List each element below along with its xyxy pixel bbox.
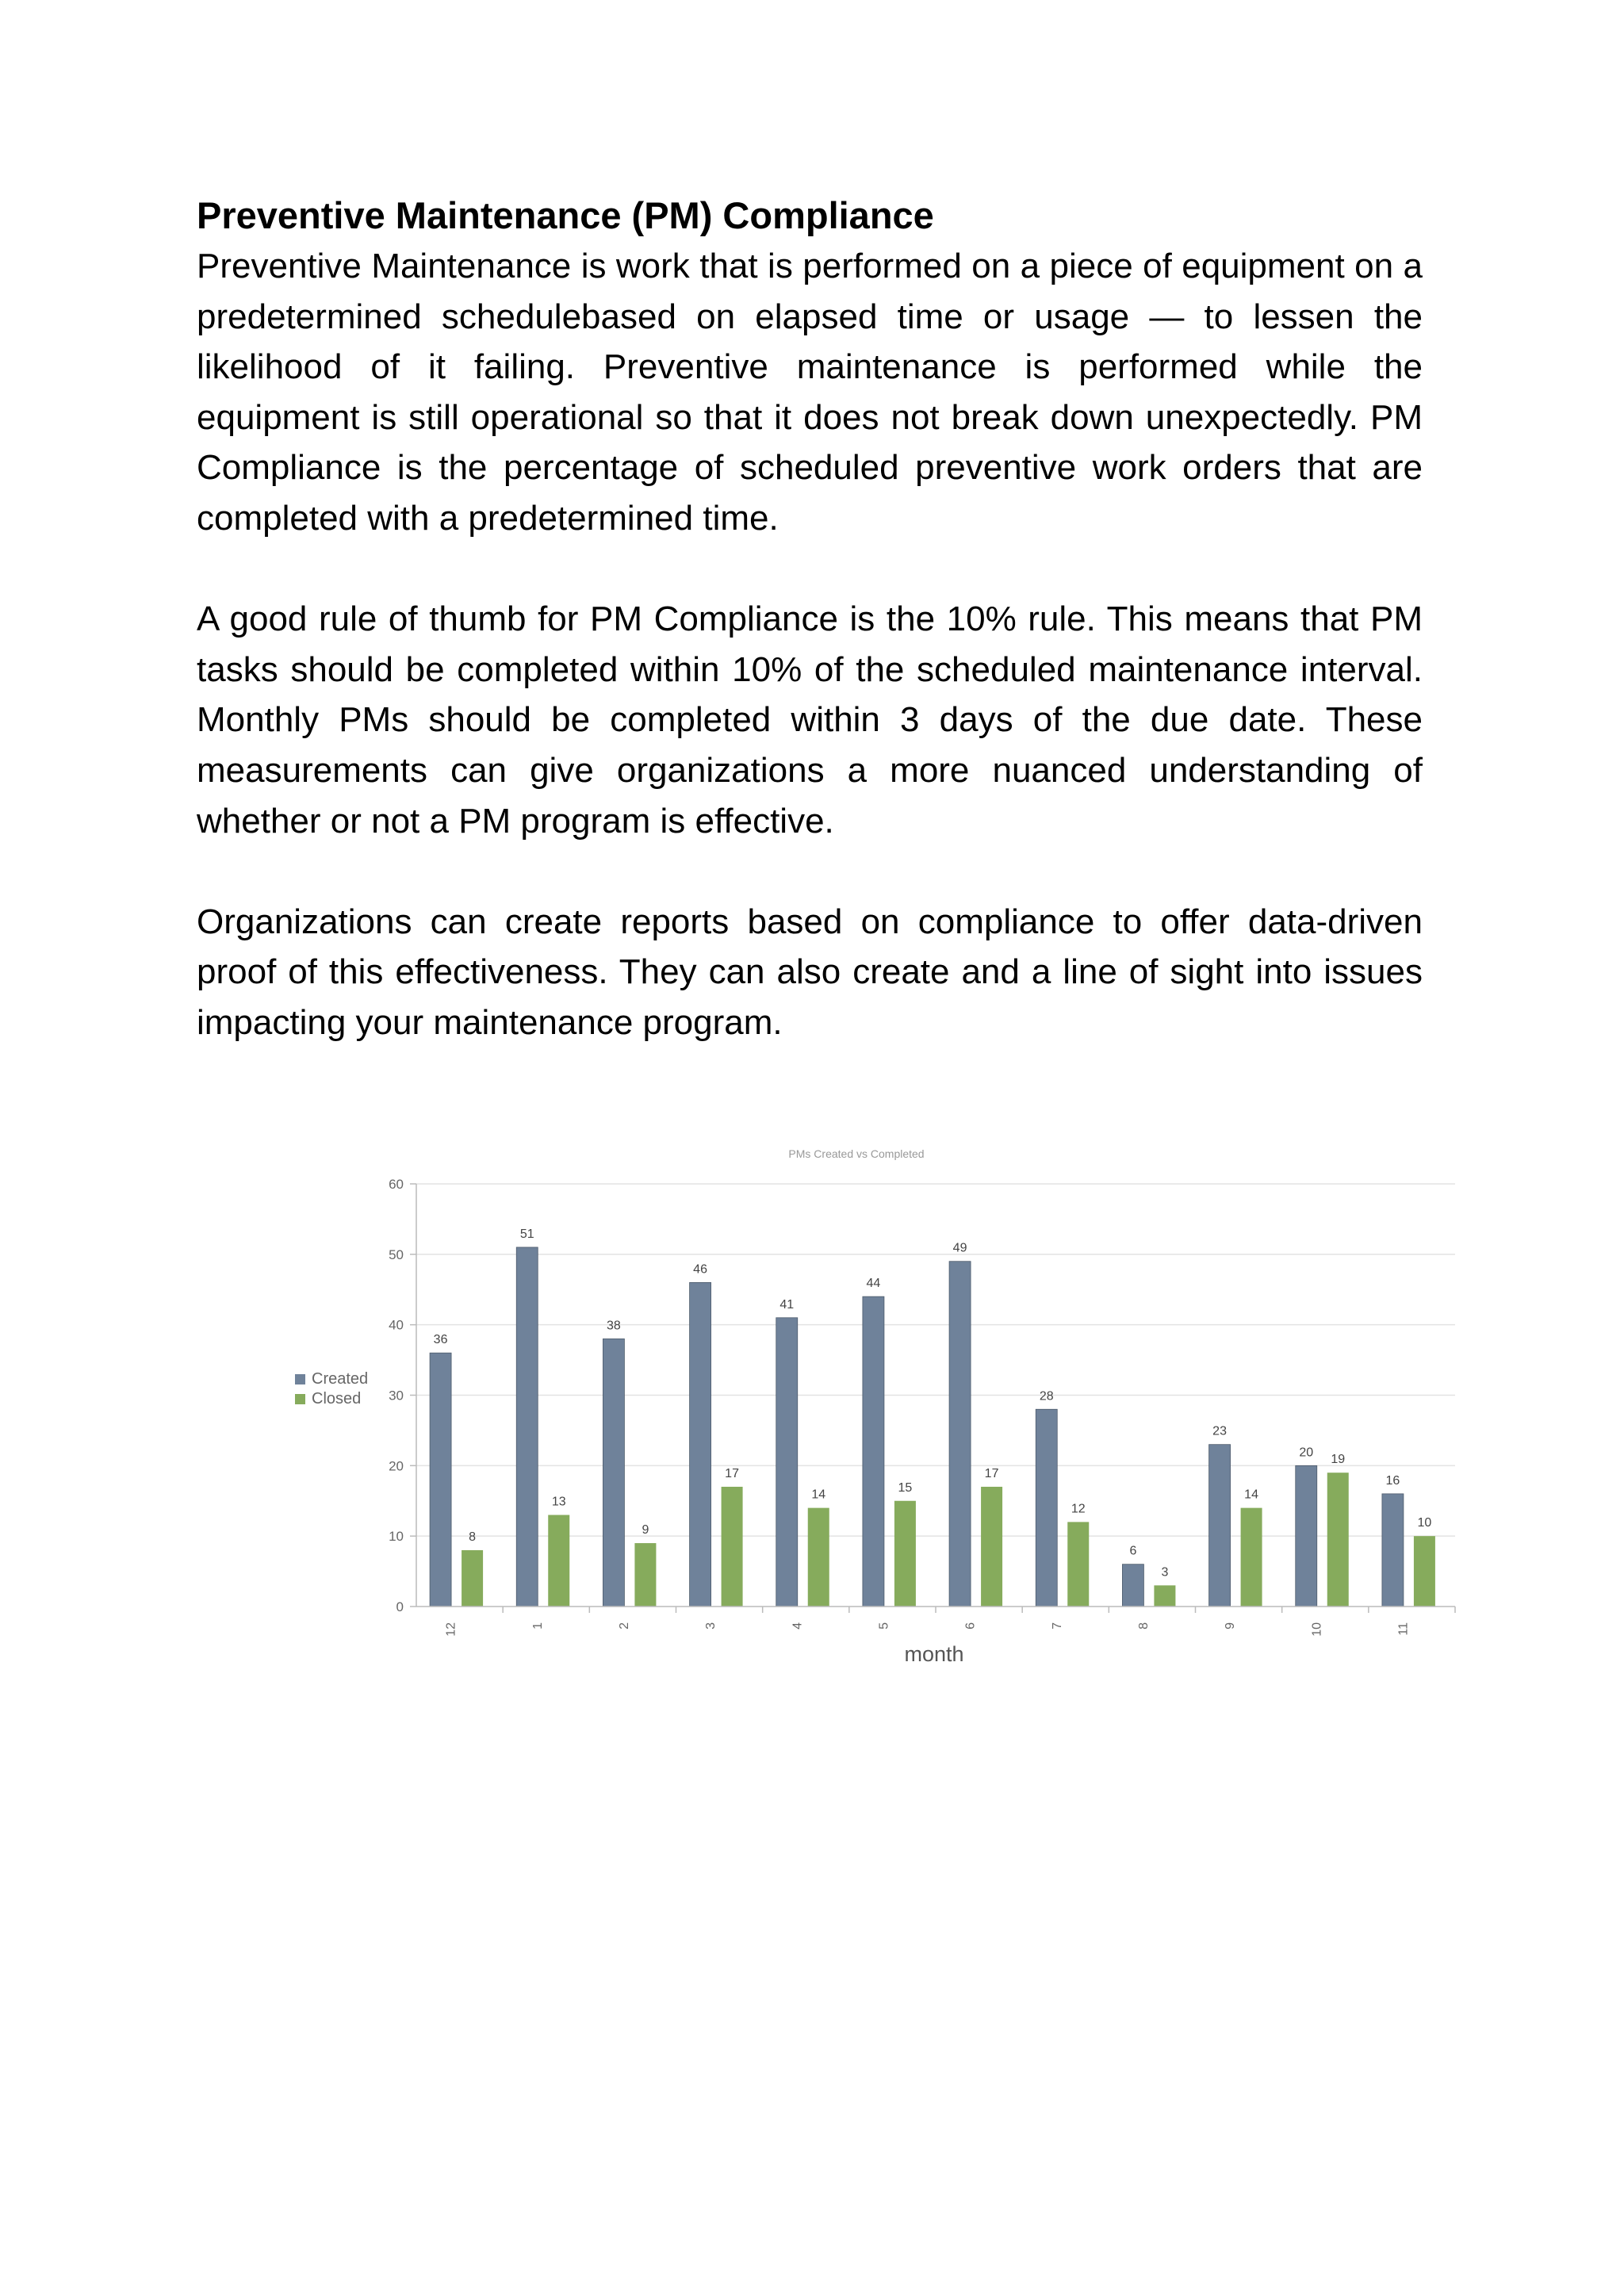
bar-closed <box>1154 1585 1175 1607</box>
data-label-created: 46 <box>693 1262 707 1277</box>
data-label-created: 28 <box>1039 1389 1054 1404</box>
data-label-closed: 8 <box>469 1530 477 1544</box>
data-label-closed: 12 <box>1071 1502 1086 1516</box>
data-label-closed: 10 <box>1417 1516 1432 1530</box>
x-tick-label: 9 <box>1224 1622 1238 1630</box>
x-tick-label: 1 <box>530 1622 545 1630</box>
bar-created <box>776 1318 798 1607</box>
data-label-created: 36 <box>433 1333 448 1347</box>
bar-created <box>690 1282 711 1607</box>
legend-swatch-closed <box>295 1394 305 1404</box>
bar-created <box>1122 1564 1143 1607</box>
x-tick-label: 12 <box>444 1622 458 1637</box>
data-label-closed: 19 <box>1331 1453 1346 1467</box>
bar-closed <box>634 1543 656 1607</box>
y-tick-label: 40 <box>389 1317 404 1333</box>
pm-chart <box>285 1142 1459 1681</box>
data-label-created: 20 <box>1299 1446 1314 1460</box>
x-tick-label: 2 <box>617 1622 631 1630</box>
y-tick-label: 0 <box>396 1599 404 1614</box>
data-label-closed: 3 <box>1161 1565 1169 1580</box>
bar-created <box>1209 1445 1231 1607</box>
bar-created <box>949 1262 971 1607</box>
x-axis-label: month <box>904 1642 964 1666</box>
data-label-closed: 14 <box>1244 1488 1258 1502</box>
x-tick-label: 7 <box>1050 1622 1064 1630</box>
data-label-closed: 15 <box>898 1480 913 1495</box>
document-title: Preventive Maintenance (PM) Compliance <box>197 194 934 236</box>
bar-created <box>1036 1409 1057 1607</box>
bar-closed <box>981 1487 1002 1607</box>
data-label-created: 49 <box>952 1241 967 1255</box>
bar-closed <box>808 1508 829 1607</box>
bar-created <box>1296 1465 1317 1607</box>
paragraph-reports: Organizations can create reports based on compliance to offer data-driven proof of this effectiveness. They can also create and a line of sight into issues impacting your maintenance program. <box>197 902 1423 1042</box>
legend-swatch-created <box>295 1374 305 1384</box>
data-label-created: 38 <box>607 1319 621 1333</box>
data-label-created: 23 <box>1212 1424 1227 1438</box>
x-tick-label: 11 <box>1396 1622 1411 1636</box>
legend-label-closed: Closed <box>312 1390 362 1407</box>
data-label-created: 6 <box>1129 1544 1137 1558</box>
data-label-closed: 17 <box>984 1466 999 1480</box>
x-tick-label: 6 <box>963 1622 978 1630</box>
bar-closed <box>1241 1508 1262 1607</box>
data-label-closed: 9 <box>642 1523 649 1538</box>
paragraph-definition: Preventive Maintenance is work that is performed on a piece of equipment on a predetermined schedulebased on elapsed time or usage — to lessen the likelihood of it failing. Preventive maintenance is performed while the equipment is still operational so that it does not break down unexpectedly. PM Compliance is the percentage of scheduled preventive work orders that are completed with a predetermined time. <box>197 247 1423 538</box>
bar-closed <box>462 1550 483 1607</box>
y-tick-label: 20 <box>389 1458 404 1474</box>
x-tick-label: 8 <box>1136 1622 1151 1630</box>
bar-created <box>430 1353 451 1607</box>
bar-closed <box>894 1501 916 1607</box>
x-tick-label: 4 <box>791 1622 805 1630</box>
bar-closed <box>1414 1536 1435 1607</box>
bar-closed <box>1327 1473 1349 1607</box>
bar-closed <box>548 1515 569 1607</box>
data-label-closed: 14 <box>811 1488 826 1502</box>
bar-closed <box>722 1487 743 1607</box>
bar-created <box>863 1296 884 1607</box>
data-label-closed: 17 <box>725 1466 739 1480</box>
legend-label-created: Created <box>312 1370 369 1388</box>
bar-created <box>603 1338 624 1607</box>
bar-closed <box>1067 1522 1089 1607</box>
x-tick-label: 5 <box>877 1622 891 1630</box>
data-label-created: 51 <box>519 1227 534 1241</box>
document-page <box>197 190 1423 1098</box>
data-label-created: 41 <box>779 1297 795 1312</box>
y-tick-label: 60 <box>389 1177 404 1192</box>
data-label-closed: 13 <box>551 1495 566 1509</box>
bar-created <box>516 1247 538 1607</box>
x-tick-label: 10 <box>1310 1622 1324 1637</box>
data-label-created: 44 <box>866 1277 881 1291</box>
data-label-created: 16 <box>1385 1473 1400 1488</box>
y-tick-label: 30 <box>389 1388 404 1404</box>
x-tick-label: 3 <box>704 1622 718 1630</box>
chart-title: PMs Created vs Completed <box>788 1147 925 1160</box>
y-tick-label: 50 <box>389 1247 404 1262</box>
paragraph-ten-percent-rule: A good rule of thumb for PM Compliance is the 10% rule. This means that PM tasks should be completed within 10% of the scheduled maintenance interval. Monthly PMs should be completed within 3 days of the due date. These measurements can give organizations a more nuanced understanding of whether or not a PM program is effective. <box>197 599 1423 841</box>
bar-created <box>1382 1494 1404 1607</box>
bar-chart-svg <box>285 1142 1459 1681</box>
y-tick-label: 10 <box>389 1529 404 1545</box>
